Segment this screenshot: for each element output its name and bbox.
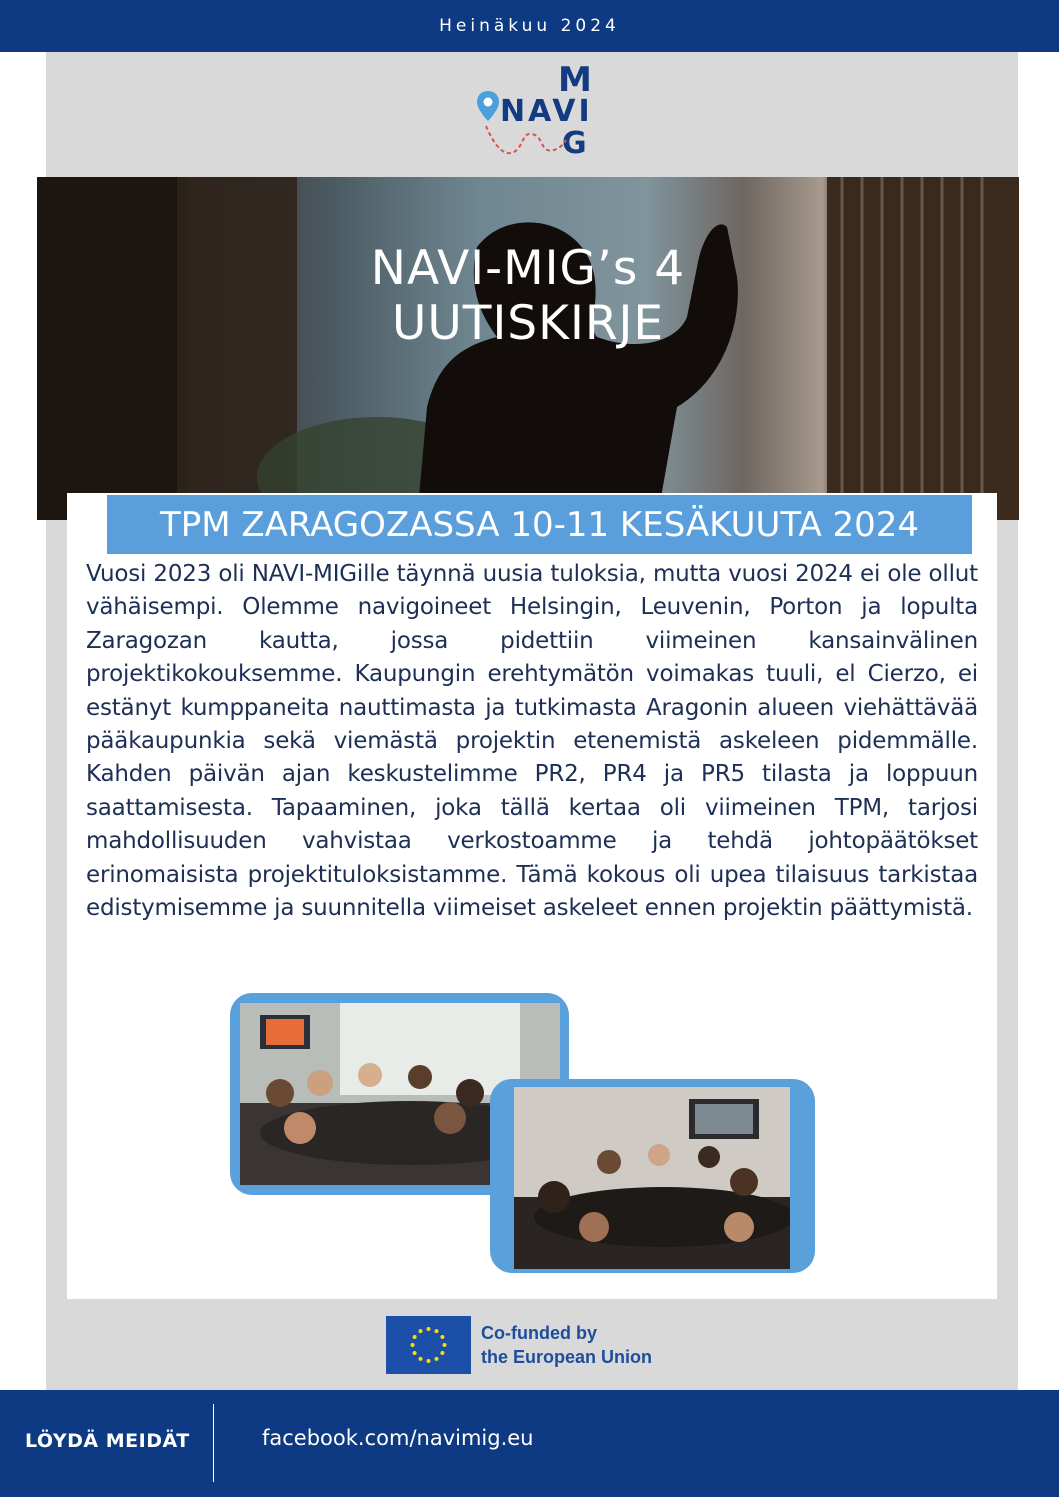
facebook-link[interactable]: facebook.com/navimig.eu — [262, 1426, 534, 1450]
logo-word-navi: NAVI — [500, 94, 593, 129]
newsletter-title-line2: UUTISKIRJE — [391, 296, 665, 351]
hero-image — [37, 177, 1019, 520]
article-title: TPM ZARAGOZASSA 10-11 KESÄKUUTA 2024 — [107, 495, 972, 554]
newsletter-title — [37, 241, 1019, 351]
eu-funding-line1: Co-funded by — [481, 1323, 597, 1343]
meeting-photo-2 — [490, 1079, 815, 1273]
navi-mig-logo — [472, 60, 592, 164]
logo-letter-m: M — [558, 60, 592, 100]
issue-date: Heinäkuu 2024 — [439, 16, 620, 36]
eu-funding-line2: the European Union — [481, 1347, 652, 1367]
eu-cofunded-logo — [386, 1316, 676, 1374]
eu-funding-text — [481, 1321, 652, 1369]
newsletter-title-line1: NAVI-MIG’s 4 — [370, 241, 686, 296]
location-pin-icon — [476, 90, 500, 122]
footer-find-us-label: LÖYDÄ MEIDÄT — [25, 1430, 190, 1452]
meeting-room-image-2 — [514, 1087, 790, 1269]
footer-divider — [213, 1404, 214, 1482]
route-line-icon — [484, 122, 568, 162]
article-body: Vuosi 2023 oli NAVI-MIGille täynnä uusia tuloksia, mutta vuosi 2024 ei ole ollut vähäisempi. Olemme navigoineet Helsingin, Leuvenin, Porton ja lopulta Zaragozan kautta, jossa pidettiin viimeinen kansainvälinen projektikokouksemme. Kaupungin erehtymätön voimakas tuuli, el Cierzo, ei estänyt kumppaneita nauttimasta ja tutkimasta Aragonin alueen viehättävää pääkaupunkia sekä viemästä projektin etenemistä askeleen pidemmälle. Kahden päivän ajan keskustelimme PR2, PR4 ja PR5 tilasta ja loppuun saattamisesta. Tapaaminen, joka tällä kertaa oli viimeinen TPM, tarjosi mahdollisuuden vahvistaa verkostoamme ja tehdä johtopäätökset erinomaisista projektituloksistamme. Tämä kokous oli upea tilaisuus tarkistaa edistymisemme ja suunnitella viimeiset askeleet ennen projektin päättymistä. — [86, 561, 978, 922]
eu-flag-icon — [386, 1316, 471, 1374]
logo-letter-g: G — [562, 126, 587, 161]
top-bar — [0, 0, 1059, 52]
